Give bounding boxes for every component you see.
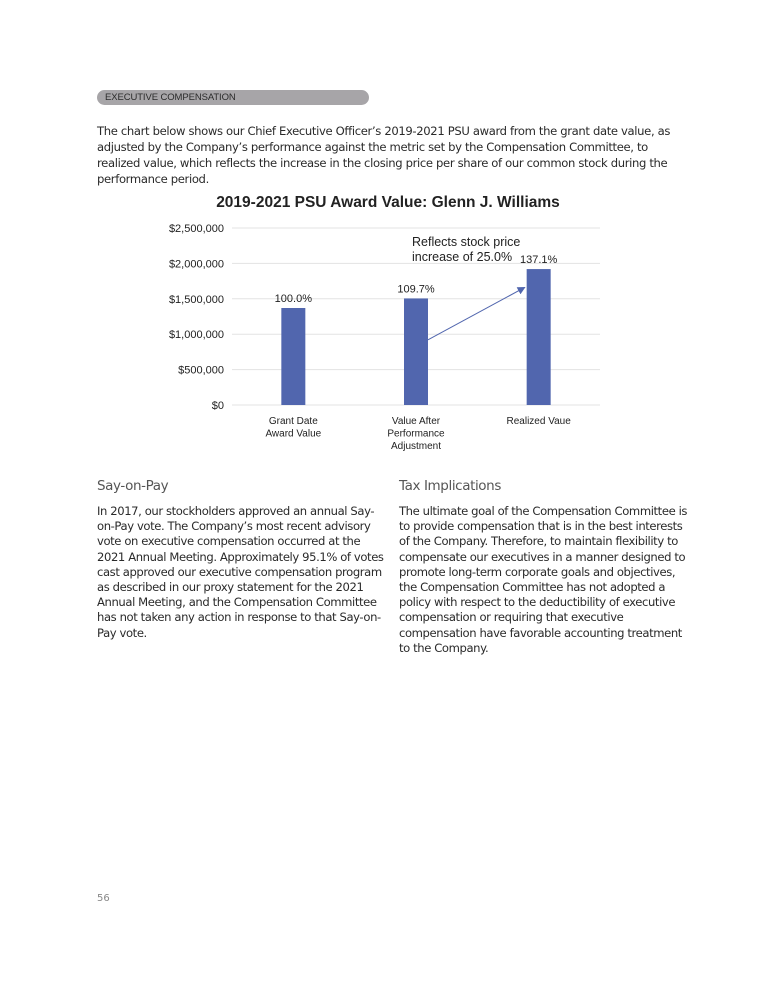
- bar: [527, 269, 551, 405]
- x-tick-label: [507, 416, 572, 427]
- x-tick-line: Adjustment: [390, 441, 442, 452]
- intro-paragraph: The chart below shows our Chief Executive Officer’s 2019-2021 PSU award from the grant date value, as adjusted by the Company’s performance against the metric set by the Compensation Committee, to realized value, which reflects the increase in the closing price per share of our common stock during the performance period.: [97, 124, 671, 186]
- x-tick-label: [265, 416, 321, 440]
- page-number: 56: [97, 893, 110, 904]
- y-tick-label: $2,500,000: [168, 223, 224, 235]
- x-tick-line: Value After: [391, 416, 441, 427]
- section-header-badge: EXECUTIVE COMPENSATION: [97, 90, 369, 105]
- data-label: 100.0%: [274, 293, 312, 306]
- say-on-pay-heading: Say-on-Pay: [97, 478, 169, 494]
- annotation-line: Reflects stock price: [412, 235, 521, 249]
- annotation-arrow: [428, 287, 525, 339]
- x-axis-ticks: [265, 416, 571, 452]
- bar: [281, 308, 305, 405]
- say-on-pay-section: [97, 478, 387, 641]
- y-tick-label: $500,000: [178, 364, 224, 377]
- tax-implications-heading: Tax Implications: [399, 478, 501, 494]
- data-label: 137.1%: [520, 254, 558, 267]
- x-tick-line: Grant Date: [268, 416, 318, 427]
- x-tick-label: [387, 416, 445, 452]
- say-on-pay-body: In 2017, our stockholders approved an annual Say-on-Pay vote. The Company’s most recent advisory vote on executive compensation occurred at the 2021 Annual Meeting. Approximately 95.1% of votes cast approved our executive compensation program as described in our proxy statement for the 2021 Annual Meeting, and the Compensation Committee has not taken any action in response to that Say-on-Pay vote.: [97, 504, 384, 640]
- bar: [404, 298, 428, 405]
- data-label: 109.7%: [397, 283, 435, 296]
- psu-award-chart: [0, 185, 768, 460]
- chart-title: 2019-2021 PSU Award Value: Glenn J. Williams: [216, 194, 560, 211]
- annotation-line: increase of 25.0%: [412, 250, 513, 264]
- tax-implications-body: The ultimate goal of the Compensation Committee is to provide compensation that is in the best interests of the Company. Therefore, to maintain flexibility to compensate our executives in a manner designed to promote long-term corporate goals and objectives, the Compensation Committee has not adopted a policy with respect to the deductibility of executive compensation or requiring that executive compensation have favorable accounting treatment to the Company.: [399, 504, 688, 655]
- y-tick-label: $1,500,000: [168, 293, 224, 306]
- y-tick-label: $1,000,000: [168, 329, 224, 342]
- x-tick-line: Performance: [387, 428, 445, 440]
- annotation-text: [412, 235, 520, 264]
- y-axis-ticks: [169, 223, 224, 412]
- y-tick-label: $2,000,000: [168, 258, 224, 271]
- y-tick-label: $0: [211, 400, 224, 412]
- x-tick-line: Realized Vaue: [506, 416, 571, 427]
- x-tick-line: Award Value: [265, 428, 322, 440]
- tax-implications-section: [399, 478, 689, 656]
